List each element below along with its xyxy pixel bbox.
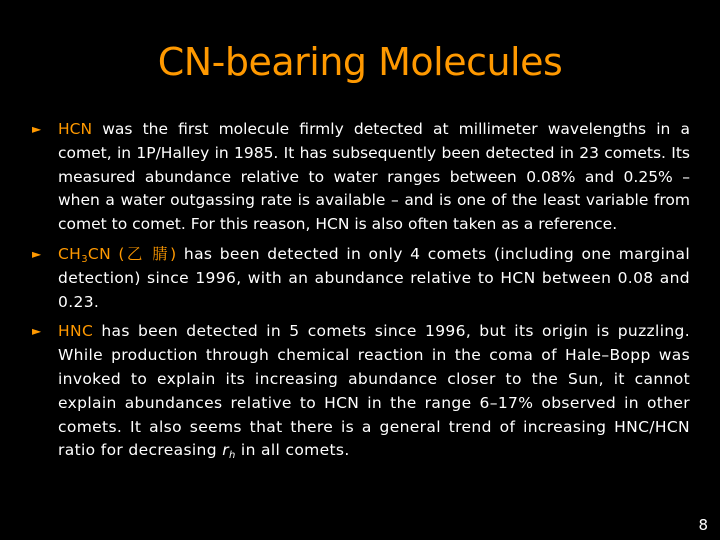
bullet-text: has been detected in 5 comets since 1996, but its origin is puzzling. While production through chemical reaction in the coma of Hale–Bopp was invoked to explain its increasing abundance closer to the Sun, it cannot explain abundances relative to HCN in the range 6–17% observed in other comets. It also seems that there is a general trend of increasing HNC/HCN ratio for decreasing	[58, 322, 690, 460]
bullet-hcn	[30, 118, 690, 237]
formula-part: CN	[87, 244, 112, 263]
bullet-text: in all comets.	[235, 441, 350, 460]
molecule-chinese-name: (乙 腈)	[118, 244, 177, 263]
bullet-marker-icon: ►	[32, 324, 42, 339]
molecule-name-hcn: HCN	[58, 120, 93, 138]
bullet-marker-icon: ►	[32, 246, 42, 261]
bullet-list	[30, 118, 690, 463]
bullet-text: has been detected in only 4 comets (including one marginal detection) since 1996, with an abundance relative to HCN between 0.08 and 0.23.	[58, 244, 690, 311]
r-symbol: r	[222, 441, 229, 460]
bullet-text: was the first molecule firmly detected at millimeter wavelengths in a comet, in 1P/Halley in 1985. It has subsequently been detected in 23 comets. Its measured abundance relative to water ranges between 0.08% and 0.25% – when a water outgassing rate is available – and is one of the least variable from comet to comet. For this reason, HCN is also often taken as a reference.	[58, 120, 690, 234]
molecule-formula-ch3cn	[58, 245, 111, 263]
formula-subscript: 3	[81, 253, 88, 265]
bullet-ch3cn	[30, 243, 690, 314]
formula-part: CH	[58, 244, 82, 263]
molecule-name-hnc: HNC	[58, 322, 94, 341]
r-subscript: h	[228, 450, 236, 462]
slide-title: CN-bearing Molecules	[157, 40, 563, 84]
page-number: 8	[698, 516, 708, 534]
bullet-marker-icon: ►	[32, 122, 42, 136]
bullet-hnc	[30, 320, 690, 463]
heliocentric-distance-symbol	[222, 441, 236, 462]
